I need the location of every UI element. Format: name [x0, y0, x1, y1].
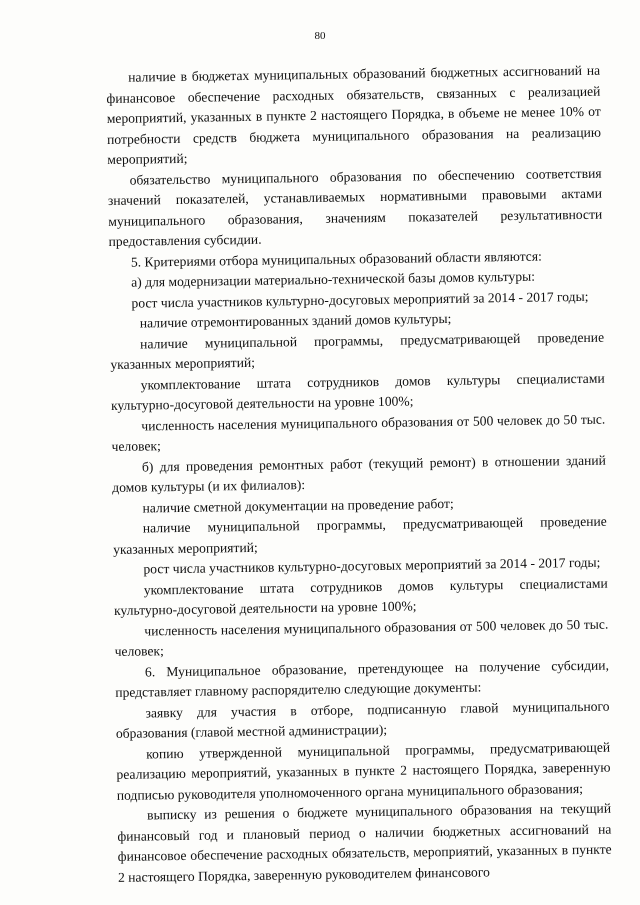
paragraph: 5. Критериями отбора муниципальных образований области являются:	[130, 248, 542, 270]
paragraph: наличие отремонтированных зданий домов культуры;	[139, 310, 452, 331]
paragraph: б) для проведения ремонтных работ (текущий ремонт) в отношении зданий домов культуры (и их филиалов):	[112, 452, 606, 495]
paragraph: наличие в бюджетах муниципальных образований бюджетных ассигнований на финансовое обеспечение расходных обязательств, связанных с реализацией мероприятий, указанных в пункте 2 настоящего Порядка, в объеме не менее 10% от потребности средств бюджета муниципального образования на реализацию мероприятий;	[106, 62, 602, 167]
paragraph: обязательство муниципального образования по обеспечению соответствия значений показателей, устанавливаемых нормативными правовыми актами муниципального образования, значениям показателей результативности предоставления субсидии.	[107, 165, 603, 249]
paragraph: копию утвержденной муниципальной программы, предусматривающей реализацию мероприятий, указанных в пункте 2 настоящего Порядка, заверенную подписью руководителя уполномоченного органа муниципального образования;	[116, 739, 611, 803]
paragraph: заявку для участия в отборе, подписанную главой муниципального образования (главой местной администрации);	[115, 698, 610, 741]
paragraph: рост числа участников культурно-досуговых мероприятий за 2014 - 2017 годы;	[131, 288, 589, 311]
paragraph: а) для модернизации материально-технической базы домов культуры:	[131, 268, 536, 290]
paragraph: наличие муниципальной программы, предусматривающей проведение указанных мероприятий;	[110, 329, 605, 372]
paragraph: 6. Муниципальное образование, претендующее на получение субсидии, представляет главному распорядителю следующие документы:	[115, 657, 610, 700]
paragraph: выписку из решения о бюджете муниципального образования на текущий финансовый год и плановый период о наличии бюджетных ассигнований на финансовое обеспечение расходных обязательств, мероприятий, указанных в пункте 2 настоящего Порядка, заверенную руководителем финансового	[117, 800, 612, 885]
paragraph: численность населения муниципального образования от 500 человек до 50 тыс. человек;	[114, 616, 609, 659]
page-number: 80	[314, 30, 326, 42]
paragraph: укомплектование штата сотрудников домов культуры специалистами культурно-досуговой деятельности на уровне 100%;	[110, 370, 605, 413]
paragraph: наличие сметной документации на проведение работ;	[142, 495, 454, 516]
document-body	[106, 61, 612, 888]
paragraph: наличие муниципальной программы, предусматривающей проведение указанных мероприятий;	[113, 513, 607, 557]
paragraph: численность населения муниципального образования от 500 человек до 50 тыс. человек;	[111, 411, 606, 454]
paragraph: рост числа участников культурно-досуговых мероприятий за 2014 - 2017 годы;	[143, 554, 601, 577]
paragraph: укомплектование штата сотрудников домов культуры специалистами культурно-досуговой деятельности на уровне 100%;	[113, 575, 608, 618]
